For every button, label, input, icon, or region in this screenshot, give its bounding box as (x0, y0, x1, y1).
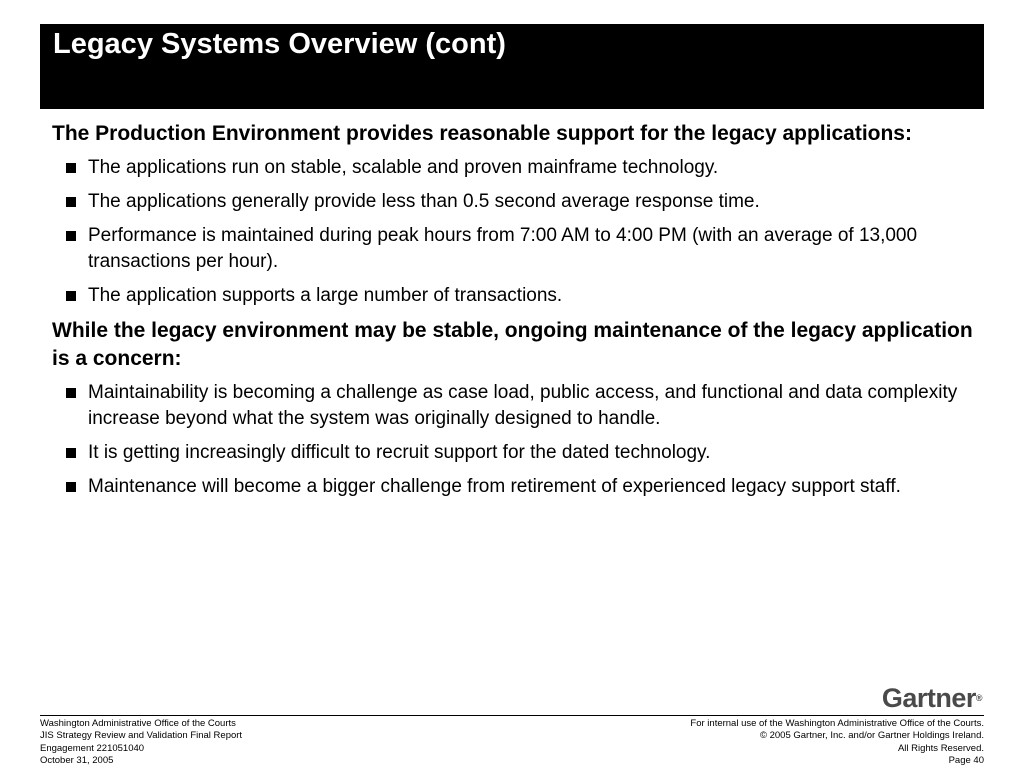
footer-date: October 31, 2005 (40, 755, 114, 767)
bullet-text: Performance is maintained during peak hours from 7:00 AM to 4:00 PM (with an average of 13,000 transactions per hour). (88, 225, 918, 272)
bullet-list-maintenance (52, 380, 982, 500)
bullet-text: The application supports a large number of transactions. (88, 285, 563, 306)
bullet-item (52, 223, 982, 275)
square-bullet-icon (66, 448, 76, 458)
bullet-item (52, 155, 982, 181)
page-number: Page 40 (948, 755, 984, 767)
section-heading-maintenance: While the legacy environment may be stable, ongoing maintenance of the legacy application is a concern: (52, 319, 973, 370)
bullet-item (52, 474, 982, 500)
section-heading-production: The Production Environment provides reasonable support for the legacy applications: (52, 122, 912, 145)
bullet-text: Maintainability is becoming a challenge as case load, public access, and functional and data complexity increase beyond what the system was originally designed to handle. (88, 382, 958, 429)
footer-left (40, 718, 242, 768)
registered-mark: ® (975, 693, 982, 703)
square-bullet-icon (66, 482, 76, 492)
bullet-text: The applications run on stable, scalable and proven mainframe technology. (88, 157, 719, 178)
footer-engagement: Engagement 221051040 (40, 742, 145, 754)
square-bullet-icon (66, 388, 76, 398)
square-bullet-icon (66, 163, 76, 173)
logo-text: Gartner (881, 683, 976, 713)
slide-content (52, 120, 982, 508)
bullet-text: Maintenance will become a bigger challenge from retirement of experienced legacy support staff. (88, 476, 901, 497)
slide-title: Legacy Systems Overview (cont) (53, 28, 506, 60)
footer-right (690, 718, 984, 768)
footer-client: Washington Administrative Office of the Courts (40, 718, 236, 729)
bullet-item (52, 283, 982, 309)
bullet-text: The applications generally provide less than 0.5 second average response time. (88, 191, 760, 212)
bullet-item (52, 189, 982, 215)
gartner-logo (882, 684, 982, 712)
bullet-list-production (52, 155, 982, 309)
square-bullet-icon (66, 231, 76, 241)
title-bar (40, 24, 984, 109)
footer-report-name: JIS Strategy Review and Validation Final Report (40, 730, 243, 742)
square-bullet-icon (66, 291, 76, 301)
bullet-item (52, 440, 982, 466)
footer-usage-notice: For internal use of the Washington Administrative Office of the Courts. (690, 718, 984, 729)
footer-divider (40, 715, 984, 716)
footer-copyright: © 2005 Gartner, Inc. and/or Gartner Holdings Ireland. (759, 730, 984, 742)
footer-rights: All Rights Reserved. (897, 742, 984, 754)
bullet-item (52, 380, 982, 432)
square-bullet-icon (66, 197, 76, 207)
bullet-text: It is getting increasingly difficult to recruit support for the dated technology. (88, 442, 711, 463)
